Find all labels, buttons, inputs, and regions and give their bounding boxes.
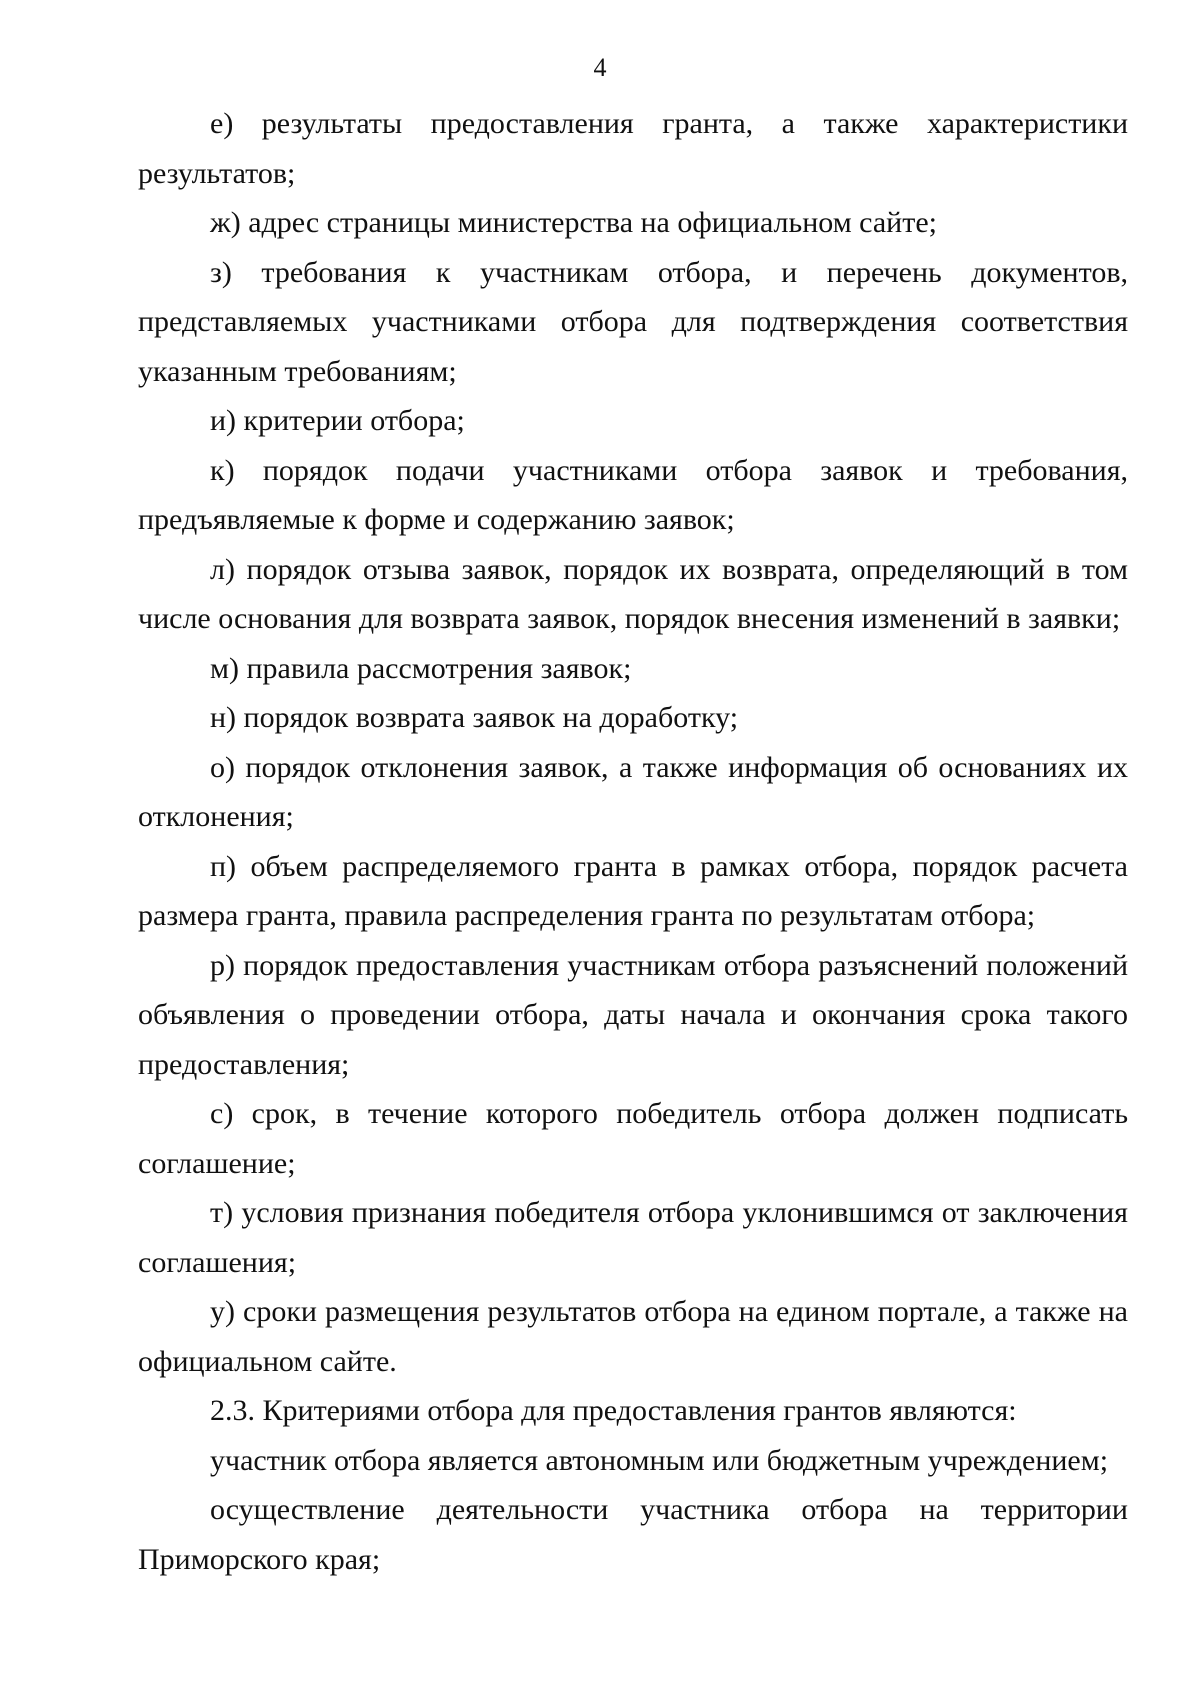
paragraph-item-t: т) условия признания победителя отбора уклонившимся от заключения соглашения; (138, 1196, 1128, 1279)
document-body (138, 99, 1128, 1584)
paragraph-item-r: р) порядок предоставления участникам отбора разъяснений положений объявления о проведении отбора, даты начала и окончания срока такого предоставления; (138, 948, 1128, 1081)
paragraph-item-zh: ж) адрес страницы министерства на официальном сайте; (210, 206, 937, 239)
paragraph-item-e: е) результаты предоставления гранта, а также характеристики результатов; (138, 107, 1128, 190)
paragraph-item-n: н) порядок возврата заявок на доработку; (210, 701, 739, 734)
paragraph-item-s: с) срок, в течение которого победитель отбора должен подписать соглашение; (138, 1097, 1128, 1180)
criterion-territory: осуществление деятельности участника отбора на территории Приморского края; (138, 1493, 1128, 1576)
paragraph-item-i: и) критерии отбора; (210, 404, 465, 437)
paragraph-item-o: о) порядок отклонения заявок, а также информация об основаниях их отклонения; (138, 750, 1128, 833)
section-2-3-heading: 2.3. Критериями отбора для предоставления грантов являются: (210, 1394, 1017, 1427)
paragraph-item-m: м) правила рассмотрения заявок; (210, 651, 632, 685)
paragraph-item-k: к) порядок подачи участниками отбора заявок и требования, предъявляемые к форме и содержанию заявок; (138, 453, 1128, 536)
paragraph-item-u: у) сроки размещения результатов отбора на едином портале, а также на официальном сайте. (138, 1295, 1128, 1378)
paragraph-item-l: л) порядок отзыва заявок, порядок их возврата, определяющий в том числе основания для возврата заявок, порядок внесения изменений в заявки; (138, 552, 1128, 635)
page-number: 4 (593, 53, 607, 82)
paragraph-item-p: п) объем распределяемого гранта в рамках отбора, порядок расчета размера гранта, правила распределения гранта по результатам отбора; (138, 849, 1128, 932)
criterion-institution-type: участник отбора является автономным или бюджетным учреждением; (210, 1443, 1109, 1477)
paragraph-item-z: з) требования к участникам отбора, и перечень документов, представляемых участниками отбора для подтверждения соответствия указанным требованиям; (138, 255, 1128, 388)
